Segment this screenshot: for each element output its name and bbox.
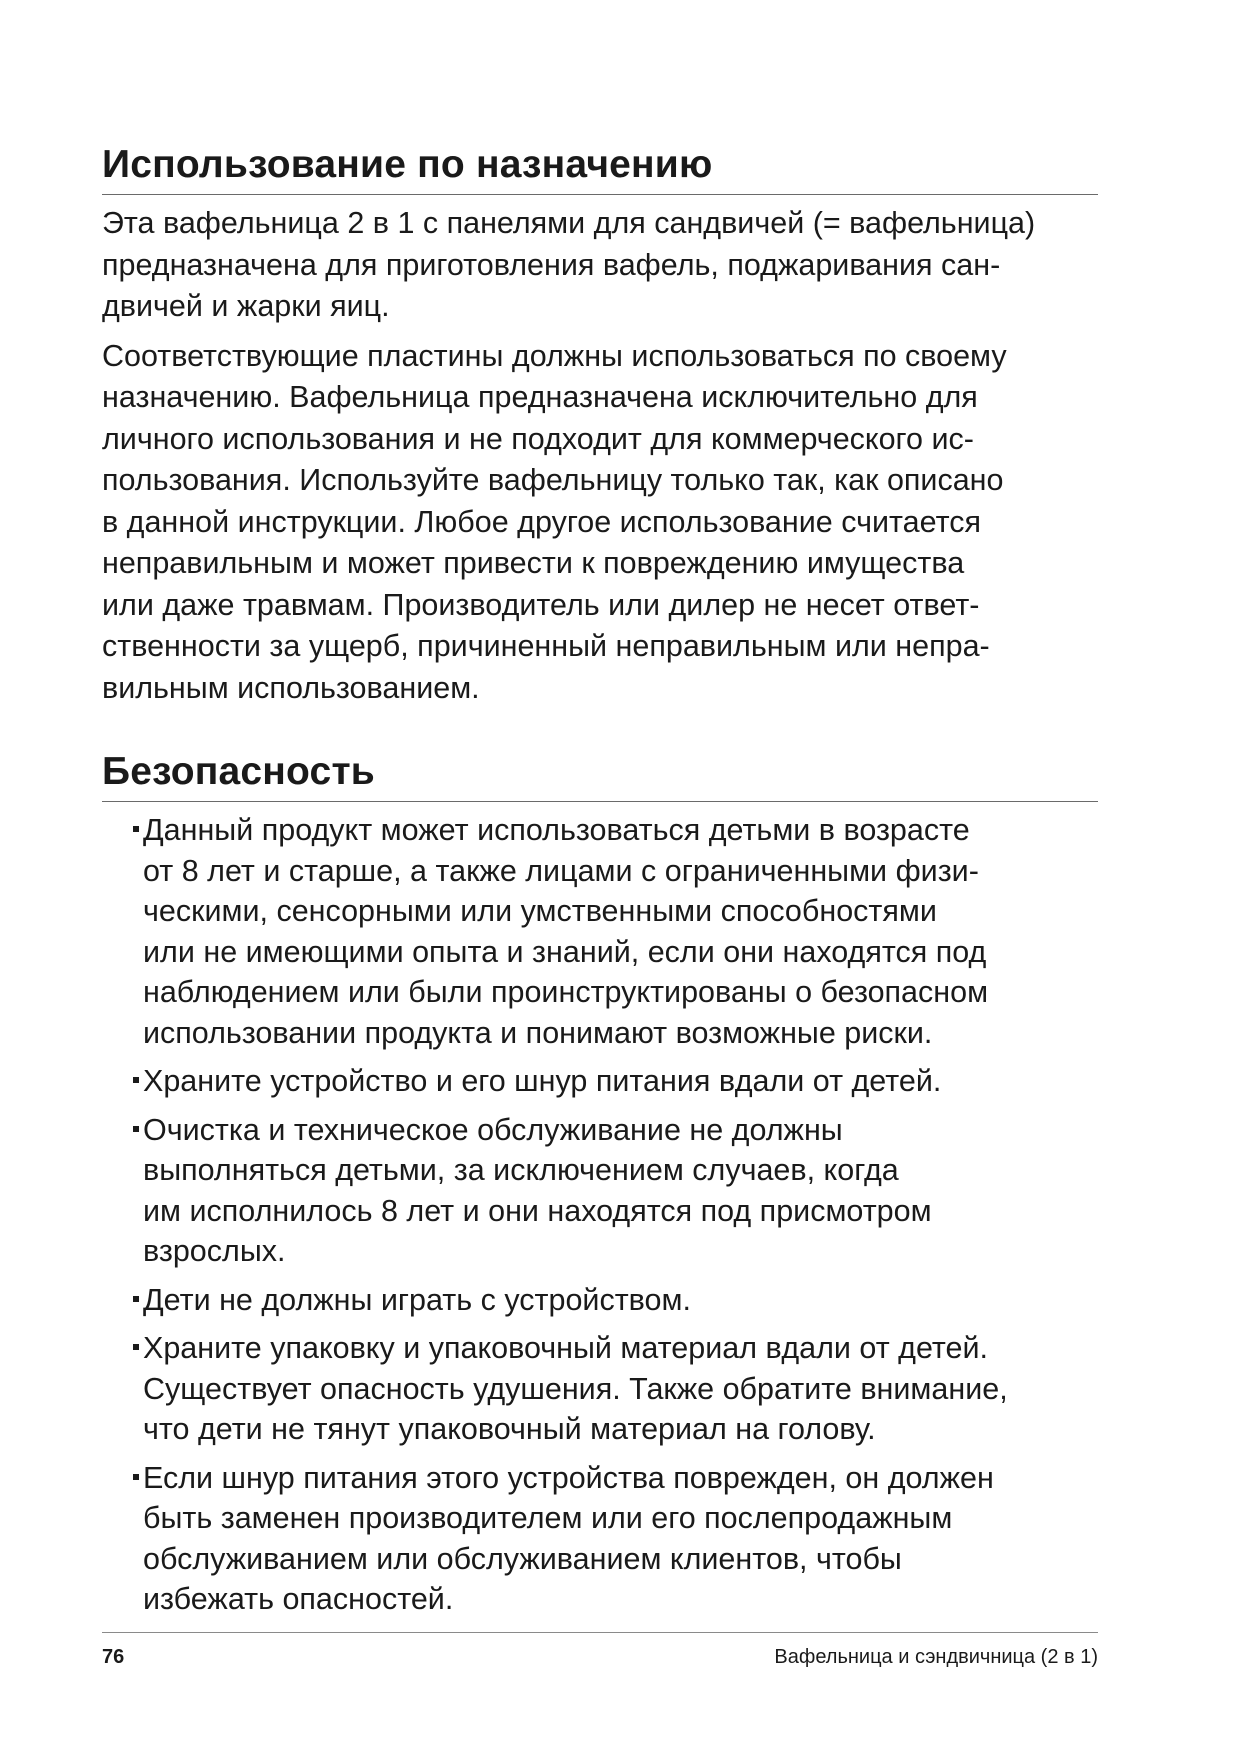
text-line: избежать опасностей. — [143, 1582, 454, 1616]
text-line: Храните упаковку и упаковочный материал вдали от детей. — [143, 1331, 989, 1365]
text-line: ственности за ущерб, причиненный неправильным или непра- — [102, 629, 990, 663]
text-line: Очистка и техническое обслуживание не должны — [143, 1112, 843, 1147]
bullet-square-icon — [133, 1474, 139, 1480]
list-item — [102, 810, 1098, 1053]
paragraph — [102, 336, 1098, 710]
text-line: предназначена для приготовления вафель, поджаривания сан- — [102, 247, 1001, 282]
text-line: личного использования и не подходит для коммерческого ис- — [102, 421, 974, 456]
bullet-square-icon — [133, 826, 139, 832]
text-line: Храните устройство и его шнур питания вдали от детей. — [143, 1064, 942, 1098]
text-line: Существует опасность удушения. Также обратите внимание, — [143, 1371, 1008, 1406]
bullet-square-icon — [133, 1344, 139, 1350]
list-item — [102, 1458, 1098, 1620]
text-line: или не имеющими опыта и знаний, если они находятся под — [143, 934, 987, 969]
text-line: Дети не должны играть с устройством. — [143, 1282, 691, 1317]
section-title-safety: Безопасность — [102, 747, 1098, 802]
running-title: Вафельница и сэндвичница (2 в 1) — [774, 1646, 1098, 1668]
text-line: обслуживанием или обслуживанием клиентов, чтобы — [143, 1541, 902, 1576]
section-title-intended-use: Использование по назначению — [102, 140, 1098, 195]
text-line: неправильным и может привести к повреждению имущества — [102, 546, 965, 580]
text-line: взрослых. — [143, 1234, 286, 1268]
page-number: 76 — [102, 1646, 125, 1668]
text-line: ческими, сенсорными или умственными способностями — [143, 894, 937, 928]
section-safety — [102, 747, 1098, 1628]
text-line: Эта вафельница 2 в 1 с панелями для сандвичей (= вафельница) — [102, 206, 1036, 240]
list-item — [102, 1328, 1098, 1450]
text-line: или даже травмам. Производитель или дилер не несет ответ- — [102, 587, 980, 622]
text-line: выполняться детьми, за исключением случаев, когда — [143, 1153, 899, 1187]
section-body-intended-use — [102, 203, 1098, 709]
text-line: использовании продукта и понимают возможные риски. — [143, 1015, 933, 1050]
bullet-square-icon — [133, 1296, 139, 1302]
list-item — [102, 1061, 1098, 1102]
list-item — [102, 1280, 1098, 1321]
bullet-square-icon — [133, 1077, 139, 1083]
text-line: двичей и жарки яиц. — [102, 289, 390, 323]
paragraph — [102, 203, 1098, 328]
text-line: наблюдением или были проинструктированы о безопасном — [143, 975, 989, 1009]
text-line: Соответствующие пластины должны использоваться по своему — [102, 338, 1007, 373]
text-line: пользования. Используйте вафельницу только так, как описано — [102, 463, 1004, 497]
text-line: Если шнур питания этого устройства поврежден, он должен — [143, 1460, 994, 1495]
text-line: в данной инструкции. Любое другое использование считается — [102, 504, 981, 539]
footer-divider — [102, 1632, 1098, 1633]
text-line: вильным использованием. — [102, 670, 480, 705]
section-intended-use — [102, 140, 1098, 709]
text-line: быть заменен производителем или его послепродажным — [143, 1501, 953, 1535]
bullet-square-icon — [133, 1126, 139, 1132]
list-item — [102, 1110, 1098, 1272]
text-line: от 8 лет и старше, а также лицами с ограниченными физи- — [143, 853, 979, 888]
text-line: назначению. Вафельница предназначена исключительно для — [102, 380, 978, 414]
text-line: Данный продукт может использоваться детьми в возрасте — [143, 813, 970, 847]
text-line: что дети не тянут упаковочный материал на голову. — [143, 1412, 876, 1446]
text-line: им исполнилось 8 лет и они находятся под присмотром — [143, 1193, 932, 1228]
safety-bullet-list — [102, 810, 1098, 1620]
